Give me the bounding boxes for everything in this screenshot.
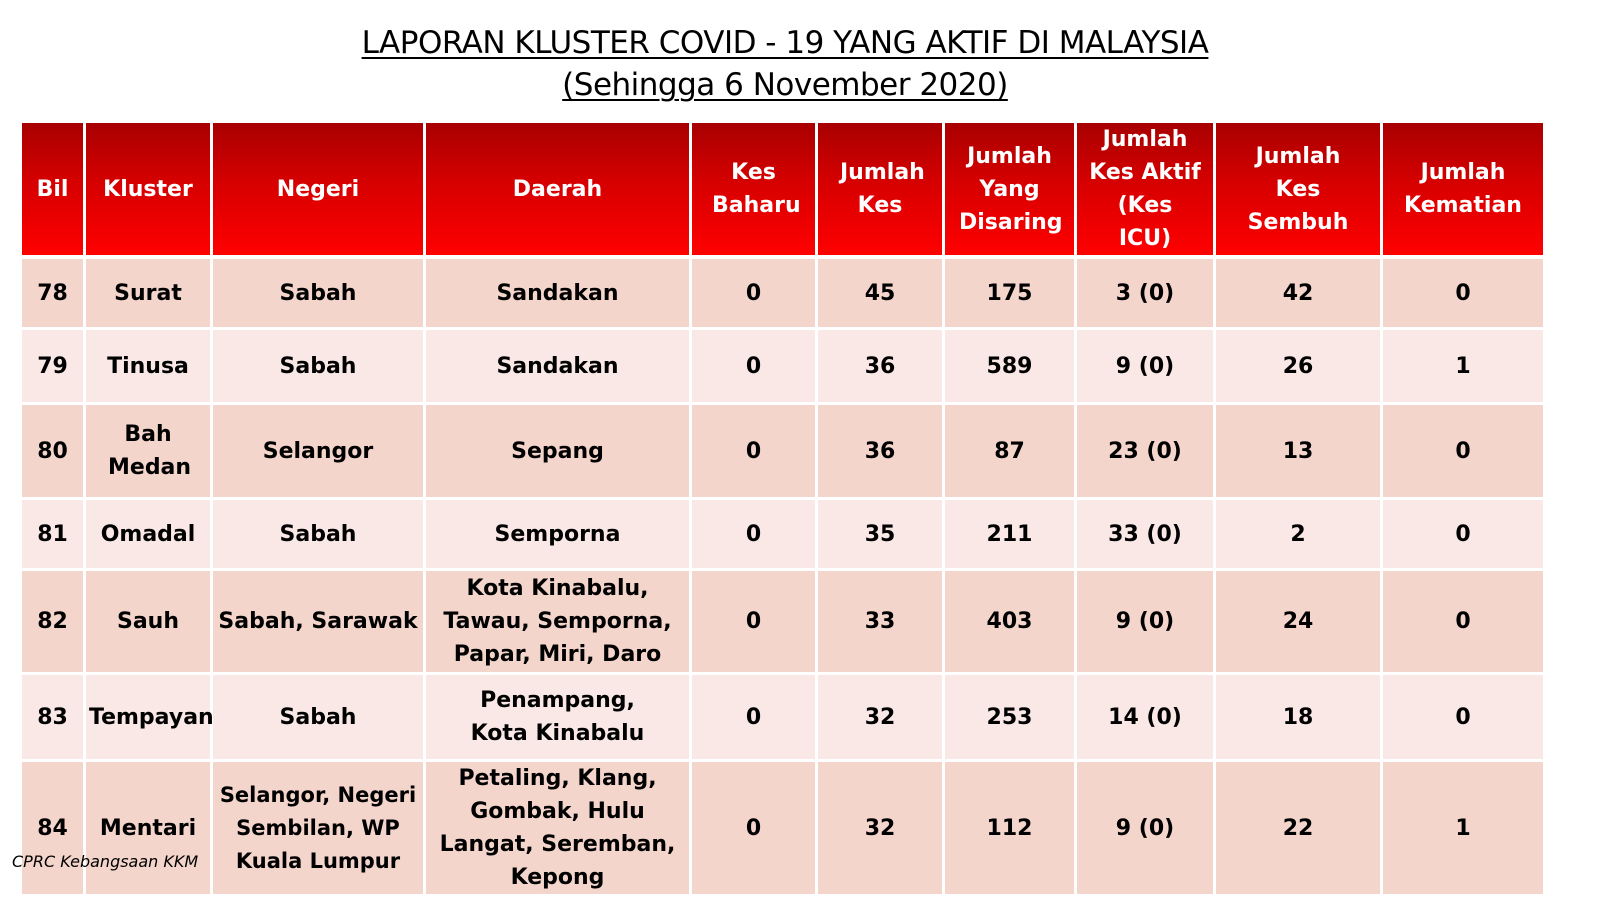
col-header-negeri: Negeri (213, 123, 426, 259)
cell-kes-sembuh: 42 (1216, 259, 1383, 330)
cell-kes-baharu: 0 (692, 571, 818, 675)
cell-bil: 83 (22, 675, 86, 762)
cell-jumlah-kes: 32 (818, 762, 945, 897)
table-row (22, 571, 1543, 675)
cluster-table (22, 123, 1543, 897)
cell-negeri: Selangor (213, 405, 426, 500)
cell-bil: 78 (22, 259, 86, 330)
cell-bil: 80 (22, 405, 86, 500)
cell-daerah: Kota Kinabalu, Tawau, Semporna, Papar, Miri, Daro (426, 571, 692, 675)
cell-bil: 84 (22, 762, 86, 897)
source-footer: CPRC Kebangsaan KKM (12, 852, 199, 871)
col-header-jumlah-kematian: Jumlah Kematian (1383, 123, 1543, 259)
cell-kluster: Bah Medan (86, 405, 213, 500)
cell-kluster: Sauh (86, 571, 213, 675)
cell-kes-baharu: 0 (692, 675, 818, 762)
cell-kematian: 0 (1383, 571, 1543, 675)
cell-kes-baharu: 0 (692, 259, 818, 330)
cell-daerah: Sepang (426, 405, 692, 500)
cell-daerah: Sandakan (426, 259, 692, 330)
cell-disaring: 403 (945, 571, 1077, 675)
col-header-bil: Bil (22, 123, 86, 259)
cell-kes-aktif: 3 (0) (1077, 259, 1216, 330)
col-header-kluster: Kluster (86, 123, 213, 259)
cell-kematian: 1 (1383, 330, 1543, 405)
cell-kematian: 0 (1383, 259, 1543, 330)
cell-jumlah-kes: 33 (818, 571, 945, 675)
table-row (22, 405, 1543, 500)
cell-jumlah-kes: 36 (818, 330, 945, 405)
cell-kematian: 0 (1383, 500, 1543, 571)
cell-kematian: 0 (1383, 675, 1543, 762)
cell-kes-aktif: 23 (0) (1077, 405, 1216, 500)
cell-kes-baharu: 0 (692, 762, 818, 897)
cell-kes-sembuh: 2 (1216, 500, 1383, 571)
cell-kes-sembuh: 13 (1216, 405, 1383, 500)
cell-daerah: Petaling, Klang, Gombak, Hulu Langat, Seremban, Kepong (426, 762, 692, 897)
cell-kes-aktif: 9 (0) (1077, 330, 1216, 405)
cell-disaring: 253 (945, 675, 1077, 762)
cell-kes-baharu: 0 (692, 405, 818, 500)
title-line-1: LAPORAN KLUSTER COVID - 19 YANG AKTIF DI MALAYSIA (361, 25, 1209, 61)
cell-jumlah-kes: 45 (818, 259, 945, 330)
cell-kematian: 0 (1383, 405, 1543, 500)
cell-daerah: Penampang, Kota Kinabalu (426, 675, 692, 762)
cell-kes-aktif: 9 (0) (1077, 571, 1216, 675)
table-row (22, 500, 1543, 571)
cell-kluster: Omadal (86, 500, 213, 571)
cell-jumlah-kes: 35 (818, 500, 945, 571)
col-header-jumlah-kes-aktif: Jumlah Kes Aktif (Kes ICU) (1077, 123, 1216, 259)
cell-kematian: 1 (1383, 762, 1543, 897)
cell-kes-baharu: 0 (692, 330, 818, 405)
cell-jumlah-kes: 32 (818, 675, 945, 762)
cell-kes-aktif: 14 (0) (1077, 675, 1216, 762)
col-header-kes-baharu: Kes Baharu (692, 123, 818, 259)
cell-kluster: Mentari (86, 762, 213, 897)
cell-disaring: 211 (945, 500, 1077, 571)
cell-daerah: Sandakan (426, 330, 692, 405)
cell-negeri: Sabah, Sarawak (213, 571, 426, 675)
report-title (0, 22, 1570, 106)
col-header-jumlah-kes-sembuh: Jumlah Kes Sembuh (1216, 123, 1383, 259)
table-row (22, 762, 1543, 897)
table-row (22, 330, 1543, 405)
cell-negeri: Selangor, Negeri Sembilan, WP Kuala Lumpur (213, 762, 426, 897)
cell-kes-sembuh: 26 (1216, 330, 1383, 405)
col-header-daerah: Daerah (426, 123, 692, 259)
cell-kluster: Surat (86, 259, 213, 330)
cell-kes-aktif: 33 (0) (1077, 500, 1216, 571)
cell-negeri: Sabah (213, 675, 426, 762)
cell-kes-sembuh: 18 (1216, 675, 1383, 762)
cell-kes-sembuh: 22 (1216, 762, 1383, 897)
cell-negeri: Sabah (213, 500, 426, 571)
cell-disaring: 589 (945, 330, 1077, 405)
cell-jumlah-kes: 36 (818, 405, 945, 500)
cell-disaring: 87 (945, 405, 1077, 500)
cell-kluster: Tinusa (86, 330, 213, 405)
title-line-2: (Sehingga 6 November 2020) (562, 67, 1008, 103)
cell-daerah: Semporna (426, 500, 692, 571)
cell-kes-baharu: 0 (692, 500, 818, 571)
cell-bil: 81 (22, 500, 86, 571)
table-header-row (22, 123, 1543, 259)
table-row (22, 259, 1543, 330)
cell-kes-aktif: 9 (0) (1077, 762, 1216, 897)
cell-disaring: 112 (945, 762, 1077, 897)
cell-kes-sembuh: 24 (1216, 571, 1383, 675)
cell-bil: 82 (22, 571, 86, 675)
cell-disaring: 175 (945, 259, 1077, 330)
table-row (22, 675, 1543, 762)
col-header-jumlah-kes: Jumlah Kes (818, 123, 945, 259)
col-header-jumlah-disaring: Jumlah Yang Disaring (945, 123, 1077, 259)
cell-negeri: Sabah (213, 259, 426, 330)
cell-negeri: Sabah (213, 330, 426, 405)
cell-bil: 79 (22, 330, 86, 405)
cell-kluster: Tempayan (86, 675, 213, 762)
